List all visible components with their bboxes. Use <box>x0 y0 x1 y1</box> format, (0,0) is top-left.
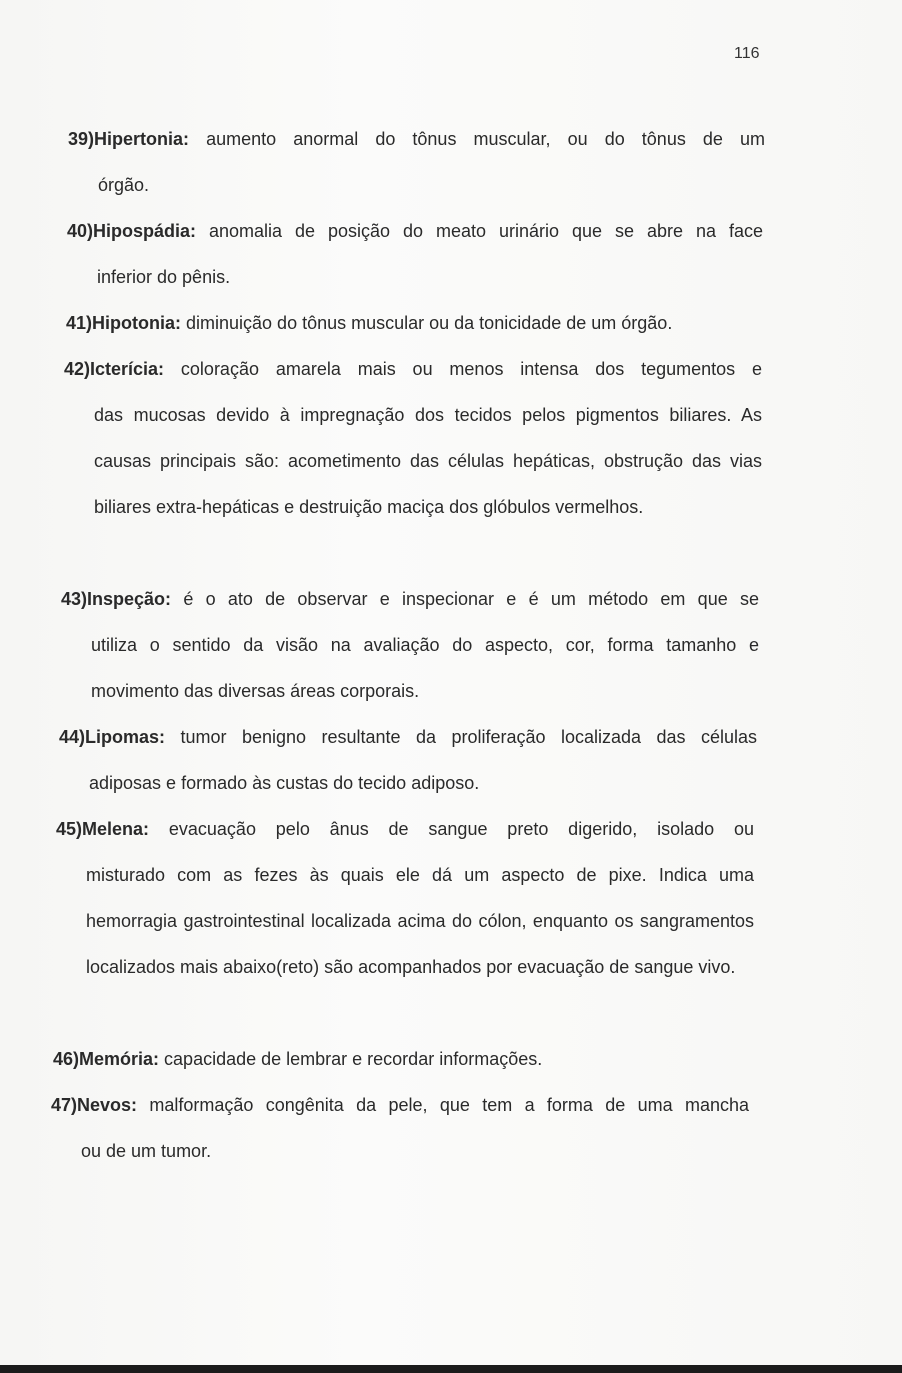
entry-definition-start: é o ato de observar e inspecionar e é um método em que se <box>183 589 759 609</box>
entry-definition-start: tumor benigno resultante da proliferação localizada das células <box>180 727 757 747</box>
entry-term: Lipomas: <box>85 727 166 747</box>
entry-number: 40) <box>67 221 94 241</box>
entry-40 <box>67 208 763 300</box>
entry-term: Melena: <box>82 819 150 839</box>
entry-term: Icterícia: <box>90 359 165 379</box>
entry-number: 47) <box>51 1095 78 1115</box>
entry-number: 44) <box>59 727 86 747</box>
entry-term: Hipertonia: <box>94 129 190 149</box>
entry-number: 46) <box>53 1049 80 1069</box>
entry-definition-start: evacuação pelo ânus de sangue preto digerido, isolado ou <box>168 819 754 839</box>
entry-47 <box>51 1082 749 1174</box>
entry-number: 45) <box>56 819 83 839</box>
scan-edge-bar <box>0 1365 902 1373</box>
entry-definition-start: malformação congênita da pele, que tem a forma de uma mancha <box>149 1095 749 1115</box>
entry-definition-continued: utiliza o sentido da visão na avaliação do aspecto, cor, forma tamanho e movimento das diversas áreas corporais. <box>91 635 759 701</box>
entry-first-line <box>67 208 763 254</box>
entry-first-line <box>51 1082 749 1128</box>
entry-43 <box>61 576 759 714</box>
entry-46 <box>53 1036 713 1082</box>
entry-first-line <box>64 346 762 392</box>
entry-definition-continued: das mucosas devido à impregnação dos tecidos pelos pigmentos biliares. As causas principais são: acometimento das células hepáticas, obstrução das vias biliares extra-hepáticas e destruição maciça dos glóbulos vermelhos. <box>94 405 762 517</box>
entry-45 <box>56 806 754 990</box>
entry-definition-start: coloração amarela mais ou menos intensa dos tegumentos e <box>180 359 762 379</box>
entry-39 <box>68 116 765 208</box>
entry-definition-continued: órgão. <box>98 175 150 195</box>
entry-number: 41) <box>66 313 93 333</box>
page-number: 116 <box>734 45 760 62</box>
entry-definition-start: diminuição do tônus muscular ou da tonicidade de um órgão. <box>186 313 673 333</box>
entry-first-line <box>56 806 754 852</box>
entry-first-line <box>68 116 765 162</box>
entry-first-line <box>59 714 757 760</box>
entry-number: 43) <box>61 589 88 609</box>
entry-term: Inspeção: <box>87 589 172 609</box>
entry-definition-continued: inferior do pênis. <box>97 267 231 287</box>
entry-first-line <box>66 300 750 346</box>
entry-definition-start: aumento anormal do tônus muscular, ou do tônus de um <box>206 129 765 149</box>
entry-term: Memória: <box>79 1049 160 1069</box>
entry-first-line <box>61 576 759 622</box>
entry-definition-continued: adiposas e formado às custas do tecido adiposo. <box>89 773 480 793</box>
entry-term: Hipospádia: <box>93 221 197 241</box>
entry-definition-start: anomalia de posição do meato urinário que se abre na face <box>209 221 763 241</box>
entry-term: Nevos: <box>77 1095 138 1115</box>
entry-first-line <box>53 1036 713 1082</box>
entry-number: 39) <box>68 129 95 149</box>
entry-number: 42) <box>64 359 91 379</box>
entry-42 <box>64 346 762 530</box>
entry-44 <box>59 714 757 806</box>
entry-term: Hipotonia: <box>92 313 181 333</box>
entry-definition-continued: misturado com as fezes às quais ele dá um aspecto de pixe. Indica uma hemorragia gastrointestinal localizada acima do cólon, enquanto os sangramentos localizados mais abaixo(reto) são acompanhados por evacuação de sangue vivo. <box>86 865 754 977</box>
entry-41 <box>66 300 750 346</box>
entry-definition-start: capacidade de lembrar e recordar informações. <box>164 1049 543 1069</box>
entry-definition-continued: ou de um tumor. <box>81 1141 212 1161</box>
